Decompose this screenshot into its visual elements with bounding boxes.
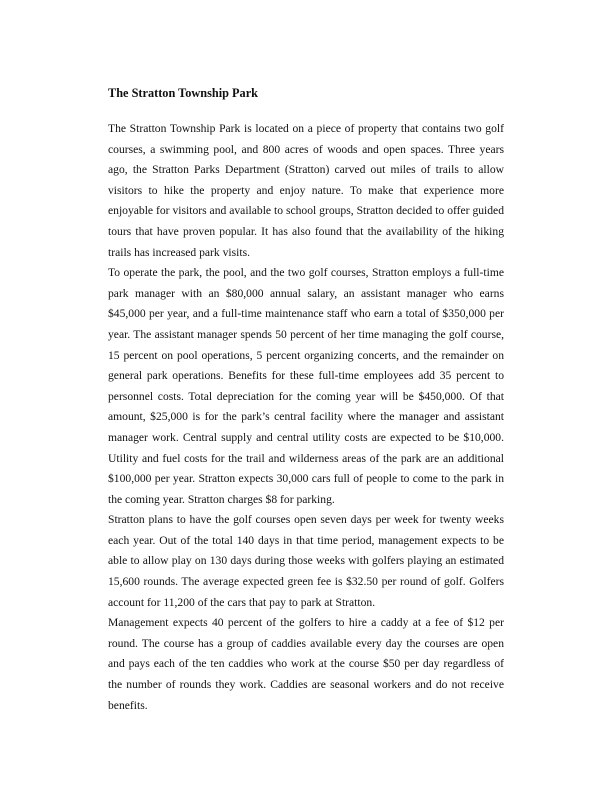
document-page [108,80,504,716]
paragraph-operations: To operate the park, the pool, and the two golf courses, Stratton employs a full-time park manager with an $80,000 annual salary, an assistant manager who earns $45,000 per year, and a full-time maintenance staff who earn a total of $350,000 per year. The assistant manager spends 50 percent of her time managing the golf course, 15 percent on pool operations, 5 percent organizing concerts, and the remainder on general park operations. Benefits for these full-time employees add 35 percent to personnel costs. Total depreciation for the coming year will be $450,000. Of that amount, $25,000 is for the park’s central facility where the manager and assistant manager work. Central supply and central utility costs are expected to be $10,000. Utility and fuel costs for the trail and wilderness areas of the park are an additional $100,000 per year. Stratton expects 30,000 cars full of people to come to the park in the coming year. Stratton charges $8 for parking. [108,266,504,506]
paragraph-golf-schedule: Stratton plans to have the golf courses open seven days per week for twenty weeks each year. Out of the total 140 days in that time period, management expects to be able to allow play on 130 days during those weeks with golfers playing an estimated 15,600 rounds. The average expected green fee is $32.50 per round of golf. Golfers account for 11,200 of the cars that pay to park at Stratton. [108,513,504,609]
document-title: The Stratton Township Park [108,86,258,100]
paragraph-intro: The Stratton Township Park is located on a piece of property that contains two golf courses, a swimming pool, and 800 acres of woods and open spaces. Three years ago, the Stratton Parks Department (Stratton) carved out miles of trails to allow visitors to hike the property and enjoy nature. To make that experience more enjoyable for visitors and available to school groups, Stratton decided to offer guided tours that have proven popular. It has also found that the availability of the hiking trails has increased park visits. [108,122,504,259]
paragraph-caddies: Management expects 40 percent of the golfers to hire a caddy at a fee of $12 per round. The course has a group of caddies available every day the courses are open and pays each of the ten caddies who work at the course $50 per day regardless of the number of rounds they work. Caddies are seasonal workers and do not receive benefits. [108,616,504,712]
